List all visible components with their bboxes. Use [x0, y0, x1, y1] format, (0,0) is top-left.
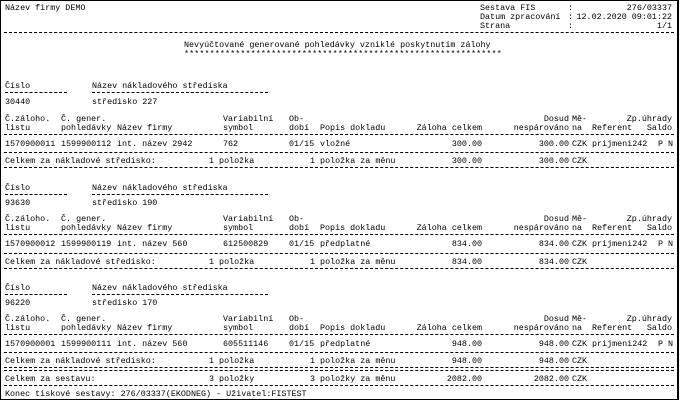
center-total-unpaired: 300.00	[538, 156, 569, 166]
col-advance-sheet: Č.záloho.	[5, 214, 51, 224]
col-balance: Saldo	[646, 123, 672, 133]
center-total-currency-count: 1 položka za měnu	[310, 356, 396, 366]
row-balance: N	[668, 239, 674, 249]
col-receivable: Č. gener.	[61, 114, 107, 124]
col-unpaired-2: nespárováno	[513, 223, 569, 233]
row-company: int. název 560	[117, 239, 188, 249]
center-total-unpaired: 948.00	[538, 356, 569, 366]
group-end-separator	[4, 167, 674, 168]
col-currency: Mě-	[572, 114, 588, 124]
date-label: Datum zpracování	[480, 12, 561, 22]
col-receivable: Č. gener.	[61, 214, 107, 224]
center-number: 96220	[5, 298, 31, 308]
col-unpaired: Dosud	[543, 214, 569, 224]
row-currency: CZK	[572, 139, 588, 149]
col-company: Název firmy	[117, 123, 173, 133]
grand-total-currency: CZK	[572, 374, 588, 384]
total-separator	[4, 152, 674, 153]
report-title: Nevyúčtované generované pohledávky vzniklé poskytnutím zálohy	[184, 40, 491, 50]
center-total-currency-count: 1 položka za měnu	[310, 156, 396, 166]
center-name-header: Název nákladového střediska	[92, 81, 228, 91]
center-total-advance: 300.00	[451, 156, 482, 166]
column-separator	[4, 134, 674, 135]
col-currency-2: na	[572, 223, 583, 233]
center-total-label: Celkem za nákladové středisko:	[5, 257, 156, 267]
page-colon: :	[568, 21, 574, 31]
col-balance: Saldo	[646, 223, 672, 233]
col-receivable: Č. gener.	[61, 314, 107, 324]
row-company: int. název 560	[117, 339, 188, 349]
col-receivable-2: pohledávky	[61, 123, 112, 133]
row-balance: N	[668, 339, 674, 349]
col-currency: Mě-	[572, 214, 588, 224]
processing-date: 12.02.2020 09:01:22	[576, 12, 672, 22]
col-referent: Referent	[592, 123, 633, 133]
center-total-currency: CZK	[572, 356, 588, 366]
center-total-unpaired: 834.00	[538, 257, 569, 267]
row-referent: prijmeni242	[592, 239, 648, 249]
col-balance: Saldo	[646, 323, 672, 333]
center-number-underline	[5, 294, 67, 295]
col-period: Ob-	[289, 214, 305, 224]
col-unpaired: Dosud	[543, 314, 569, 324]
center-total-count: 1 položka	[209, 156, 255, 166]
row-payment: P	[658, 139, 664, 149]
report-number: 276/03337	[626, 3, 672, 13]
row-var-symbol: 605511146	[223, 339, 269, 349]
report-footer: Konec tiskové sestavy: 276/03337(EKODNEG) - Uživatel:FISTEST	[5, 389, 307, 399]
total-separator	[4, 253, 674, 254]
center-name: středisko 190	[92, 198, 158, 208]
center-total-count: 1 položka	[209, 257, 255, 267]
col-unpaired: Dosud	[543, 114, 569, 124]
row-description: předplatné	[320, 239, 371, 249]
col-period: Ob-	[289, 114, 305, 124]
center-number-underline	[5, 194, 67, 195]
row-description: vložné	[320, 139, 351, 149]
col-advance-sheet-2: listu	[5, 223, 31, 233]
grand-total-separator	[4, 367, 674, 371]
col-payment: Zp.úhrady	[626, 214, 672, 224]
center-number-header: Číslo	[5, 183, 31, 193]
col-currency: Mě-	[572, 314, 588, 324]
center-total-label: Celkem za nákladové středisko:	[5, 156, 156, 166]
row-unpaired: 834.00	[538, 239, 569, 249]
page-number: 1/1	[656, 21, 672, 31]
row-currency: CZK	[572, 339, 588, 349]
center-total-advance: 834.00	[451, 257, 482, 267]
col-period: Ob-	[289, 314, 305, 324]
row-var-symbol: 762	[223, 139, 239, 149]
row-unpaired: 948.00	[538, 339, 569, 349]
page-label: Strana	[480, 21, 511, 31]
col-var-symbol: Variabilní	[223, 214, 274, 224]
center-name-header: Název nákladového střediska	[92, 183, 228, 193]
center-number-underline	[5, 92, 67, 93]
row-unpaired: 300.00	[538, 139, 569, 149]
col-period-2: dobí	[289, 323, 310, 333]
col-description: Popis dokladu	[320, 223, 386, 233]
center-name-underline	[92, 92, 268, 93]
grand-total-advance: 2082.00	[446, 374, 482, 384]
col-company: Název firmy	[117, 223, 173, 233]
col-description: Popis dokladu	[320, 323, 386, 333]
col-payment: Zp.úhrady	[626, 114, 672, 124]
center-number: 30440	[5, 97, 31, 107]
report-colon: :	[568, 3, 574, 13]
row-period: 01/15	[289, 239, 315, 249]
center-name: středisko 227	[92, 97, 158, 107]
table-row: 1570900011	[5, 139, 56, 149]
center-total-advance: 948.00	[451, 356, 482, 366]
col-advance-total: Záloha celkem	[416, 223, 482, 233]
row-advance-total: 948.00	[451, 339, 482, 349]
center-number-header: Číslo	[5, 81, 31, 91]
row-receivable: 1599900119	[61, 239, 112, 249]
row-period: 01/15	[289, 139, 315, 149]
col-referent: Referent	[592, 223, 633, 233]
col-currency-2: na	[572, 123, 583, 133]
center-name: středisko 170	[92, 298, 158, 308]
col-advance-sheet: Č.záloho.	[5, 114, 51, 124]
col-var-symbol: Variabilní	[223, 114, 274, 124]
col-receivable-2: pohledávky	[61, 223, 112, 233]
row-advance-total: 300.00	[451, 139, 482, 149]
col-advance-sheet-2: listu	[5, 323, 31, 333]
total-separator	[4, 352, 674, 353]
row-payment: P	[658, 339, 664, 349]
column-separator	[4, 234, 674, 235]
center-number: 93630	[5, 198, 31, 208]
col-period-2: dobí	[289, 223, 310, 233]
grand-total-currency-count: 3 položky za měnu	[310, 374, 396, 384]
center-name-underline	[92, 194, 268, 195]
group-end-separator	[4, 268, 674, 269]
grand-total-label: Celkem za sestavu:	[5, 374, 96, 384]
col-referent: Referent	[592, 323, 633, 333]
column-separator	[4, 334, 674, 335]
center-number-header: Číslo	[5, 283, 31, 293]
row-company: int. název 2942	[117, 139, 193, 149]
col-advance-sheet: Č.záloho.	[5, 314, 51, 324]
center-total-count: 1 položka	[209, 356, 255, 366]
report-label: Sestava FIS	[480, 3, 536, 13]
row-var-symbol: 612500829	[223, 239, 269, 249]
col-var-symbol-2: symbol	[223, 323, 254, 333]
col-unpaired-2: nespárováno	[513, 123, 569, 133]
table-row: 1570900012	[5, 239, 56, 249]
report-title-underline: **************************************************************	[184, 49, 502, 59]
col-advance-sheet-2: listu	[5, 123, 31, 133]
col-receivable-2: pohledávky	[61, 323, 112, 333]
col-advance-total: Záloha celkem	[416, 323, 482, 333]
footer-separator	[4, 385, 674, 386]
center-total-currency: CZK	[572, 257, 588, 267]
row-balance: N	[668, 139, 674, 149]
row-receivable: 1599900111	[61, 339, 112, 349]
col-company: Název firmy	[117, 323, 173, 333]
row-referent: prijmeni242	[592, 339, 648, 349]
company-name: Název firmy DEMO	[5, 3, 86, 13]
col-advance-total: Záloha celkem	[416, 123, 482, 133]
table-row: 1570900001	[5, 339, 56, 349]
center-total-currency: CZK	[572, 156, 588, 166]
center-total-currency-count: 1 položka za měnu	[310, 257, 396, 267]
row-payment: P	[658, 239, 664, 249]
date-colon: :	[568, 12, 574, 22]
row-advance-total: 834.00	[451, 239, 482, 249]
center-name-header: Název nákladového střediska	[92, 283, 228, 293]
grand-total-unpaired: 2082.00	[533, 374, 569, 384]
center-name-underline	[92, 294, 268, 295]
col-var-symbol-2: symbol	[223, 223, 254, 233]
col-period-2: dobí	[289, 123, 310, 133]
row-period: 01/15	[289, 339, 315, 349]
col-description: Popis dokladu	[320, 123, 386, 133]
col-unpaired-2: nespárováno	[513, 323, 569, 333]
col-var-symbol: Variabilní	[223, 314, 274, 324]
row-currency: CZK	[572, 239, 588, 249]
row-receivable: 1599900112	[61, 139, 112, 149]
row-referent: prijmeni242	[592, 139, 648, 149]
row-description: předplatné	[320, 339, 371, 349]
center-total-label: Celkem za nákladové středisko:	[5, 356, 156, 366]
col-var-symbol-2: symbol	[223, 123, 254, 133]
col-payment: Zp.úhrady	[626, 314, 672, 324]
grand-total-count: 3 položky	[209, 374, 255, 384]
header-separator	[4, 32, 674, 33]
col-currency-2: na	[572, 323, 583, 333]
